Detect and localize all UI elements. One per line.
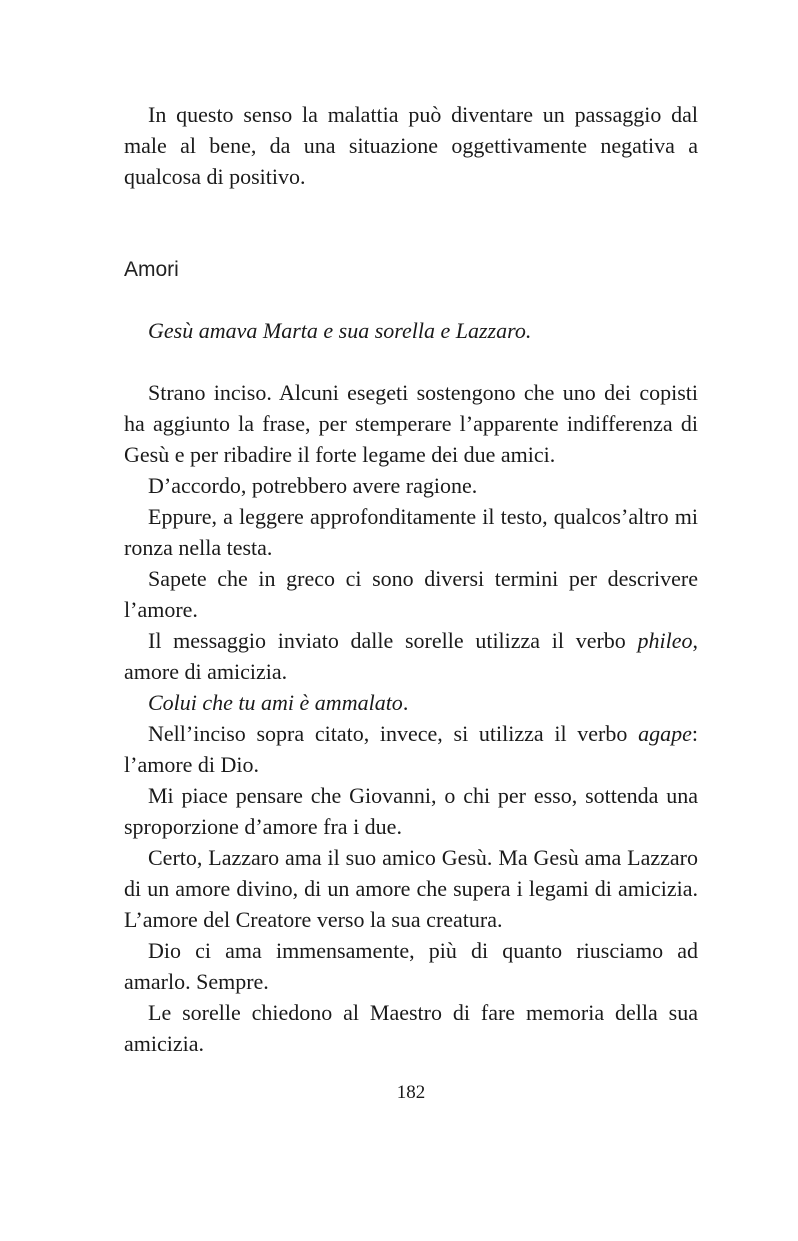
paragraph — [124, 718, 698, 780]
quote-text: Colui che tu ami è ammalato — [148, 690, 403, 715]
paragraph: Dio ci ama immensamente, più di quanto riusciamo ad amarlo. Sempre. — [124, 938, 698, 994]
section-heading: Amori — [124, 258, 179, 281]
book-page — [124, 99, 698, 1059]
paragraph-text: Il messaggio inviato dalle sorelle utilizza il verbo — [148, 628, 638, 653]
epigraph: Gesù amava Marta e sua sorella e Lazzaro. — [148, 318, 532, 343]
page-number: 182 — [396, 1082, 426, 1103]
paragraph-text: . — [402, 690, 409, 715]
greek-term-phileo: phileo — [637, 628, 693, 653]
intro-paragraph: In questo senso la malattia può diventare un passaggio dal male al bene, da una situazione oggettivamente negativa a qualcosa di positivo. — [124, 102, 698, 189]
paragraph-text: : l’amore di Dio. — [124, 721, 698, 777]
section-body — [124, 377, 698, 1059]
paragraph — [124, 625, 698, 687]
section-heading-block — [124, 254, 698, 285]
intro-block — [124, 99, 698, 192]
paragraph: Eppure, a leggere approfonditamente il testo, qualcos’altro mi ronza nella testa. — [124, 504, 698, 560]
paragraph-text: Nell’inciso sopra citato, invece, si utilizza il verbo — [148, 721, 639, 746]
greek-term-agape: agape — [638, 721, 692, 746]
paragraph: Certo, Lazzaro ama il suo amico Gesù. Ma Gesù ama Lazzaro di un amore divino, di un amore che supera i legami di amicizia. L’amore del Creatore verso la sua creatura. — [124, 845, 698, 932]
paragraph: Mi piace pensare che Giovanni, o chi per esso, sottenda una sproporzione d’amore fra i due. — [124, 783, 698, 839]
paragraph: D’accordo, potrebbero avere ragione. — [148, 473, 478, 498]
paragraph: Le sorelle chiedono al Maestro di fare memoria della sua amicizia. — [124, 1000, 698, 1056]
paragraph — [124, 687, 698, 718]
paragraph-text: , amore di amicizia. — [124, 628, 698, 684]
paragraph: Sapete che in greco ci sono diversi termini per descrivere l’amore. — [124, 566, 698, 622]
paragraph: Strano inciso. Alcuni esegeti sostengono che uno dei copisti ha aggiunto la frase, per stemperare l’apparente indifferenza di Gesù e per ribadire il forte legame dei due amici. — [124, 380, 698, 467]
